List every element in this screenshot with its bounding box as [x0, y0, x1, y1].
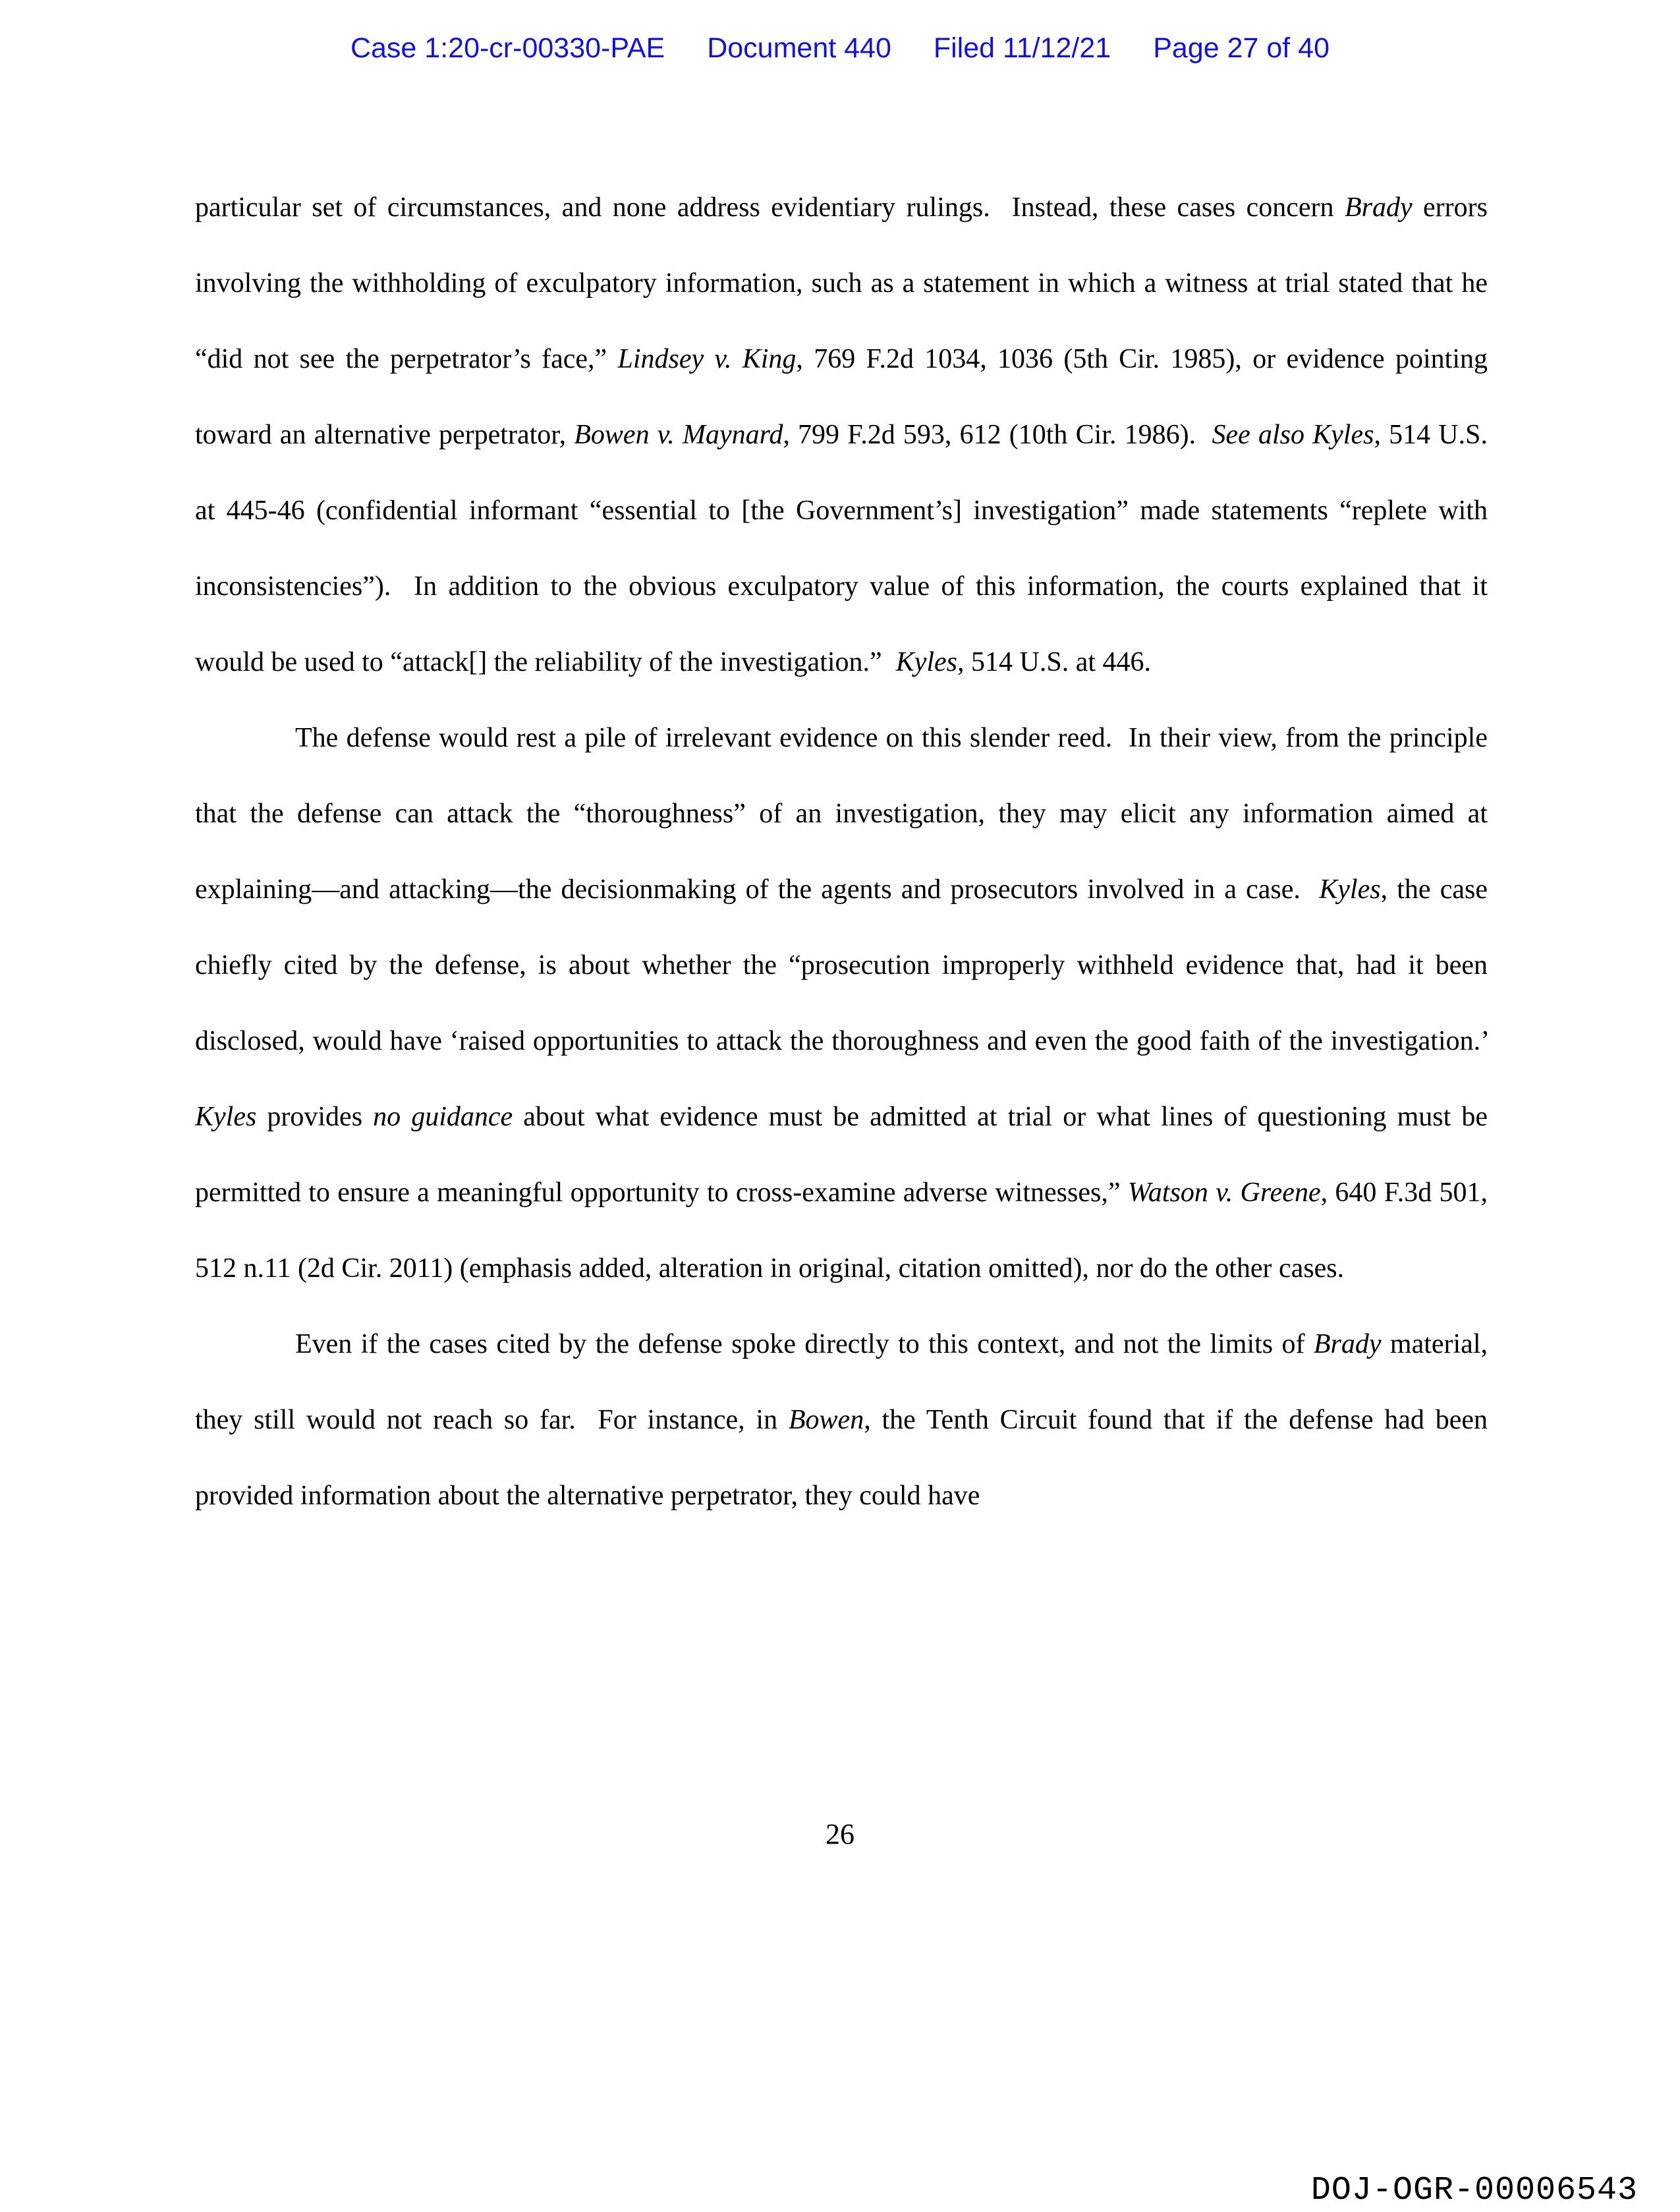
text-segment: , the Tenth Circuit found that if the defense had been provided information about the alternative perpetrator, they could have: [195, 1405, 1495, 1511]
paragraph: [195, 170, 1495, 700]
text-segment: Even if the cases cited by the defense spoke directly to this context, and not the limits of: [295, 1329, 1314, 1359]
filed-date: Filed 11/12/21: [933, 32, 1111, 64]
text-segment: , 640 F.3d 501, 512 n.11 (2d Cir. 2011) (emphasis added, alteration in original, citation omitted), nor do the other cases.: [195, 1177, 1495, 1284]
paragraph: [195, 1307, 1495, 1534]
italic-text-segment: Lindsey v. King: [617, 344, 797, 374]
italic-text-segment: Kyles: [195, 1102, 257, 1132]
case-number: Case 1:20-cr-00330-PAE: [350, 32, 665, 64]
page-number: 26: [826, 1818, 854, 1850]
italic-text-segment: See also Kyles: [1212, 420, 1374, 450]
text-segment: errors involving the withholding of exculpatory information, such as a statement in which a witness at trial stated that he “did not see the perpetrator’s face,”: [195, 192, 1495, 374]
italic-text-segment: Brady: [1313, 1329, 1382, 1359]
text-segment: , 769 F.2d 1034, 1036 (5th Cir. 1985), or evidence pointing toward an alternative perpetrator,: [195, 344, 1495, 450]
text-segment: provides: [256, 1102, 374, 1132]
text-segment: The defense would rest a pile of irrelevant evidence on this slender reed. In their view, from the principle that the defense can attack the “thoroughness” of an investigation, they may elicit any information aimed at explaining—and attacking—the decisionmaking of the agents and prosecutors involved in a case.: [195, 723, 1495, 905]
case-header: [0, 33, 1680, 64]
paragraph: [195, 700, 1501, 1307]
italic-text-segment: no guidance: [373, 1102, 513, 1132]
text-segment: material, they still would not reach so far. For instance, in: [195, 1329, 1495, 1435]
text-segment: , 799 F.2d 593, 612 (10th Cir. 1986).: [783, 420, 1212, 450]
italic-text-segment: Bowen v. Maynard: [574, 420, 783, 450]
text-segment: , 514 U.S. at 446.: [957, 647, 1151, 677]
italic-text-segment: Bowen: [788, 1405, 864, 1435]
italic-text-segment: Kyles: [1319, 874, 1381, 905]
italic-text-segment: Brady: [1344, 192, 1413, 223]
italic-text-segment: Kyles: [895, 647, 957, 677]
document-number: Document 440: [707, 32, 891, 64]
text-segment: , the case chiefly cited by the defense, is about whether the “prosecution improperly withheld evidence that, had it been disclosed, would have ‘raised opportunities to attack the thoroughness and even the good faith of the investigation.’: [195, 874, 1501, 1056]
bates-stamp: DOJ-OGR-00006543: [1310, 2172, 1638, 2209]
text-segment: particular set of circumstances, and none address evidentiary rulings. Instead, these cases concern: [195, 192, 1345, 223]
text-segment: , 514 U.S. at 445-46 (confidential informant “essential to [the Government’s] investigation” made statements “replete with inconsistencies”). In addition to the obvious exculpatory value of this information, the courts explained that it would be used to “attack[] the reliability of the investigation.”: [195, 420, 1495, 677]
italic-text-segment: Watson v. Greene: [1127, 1177, 1321, 1208]
page-indicator: Page 27 of 40: [1153, 32, 1330, 64]
text-segment: about what evidence must be admitted at trial or what lines of questioning must be permitted to ensure a meaningful opportunity to cross-examine adverse witnesses,”: [195, 1102, 1495, 1208]
document-body: [195, 170, 1501, 1534]
